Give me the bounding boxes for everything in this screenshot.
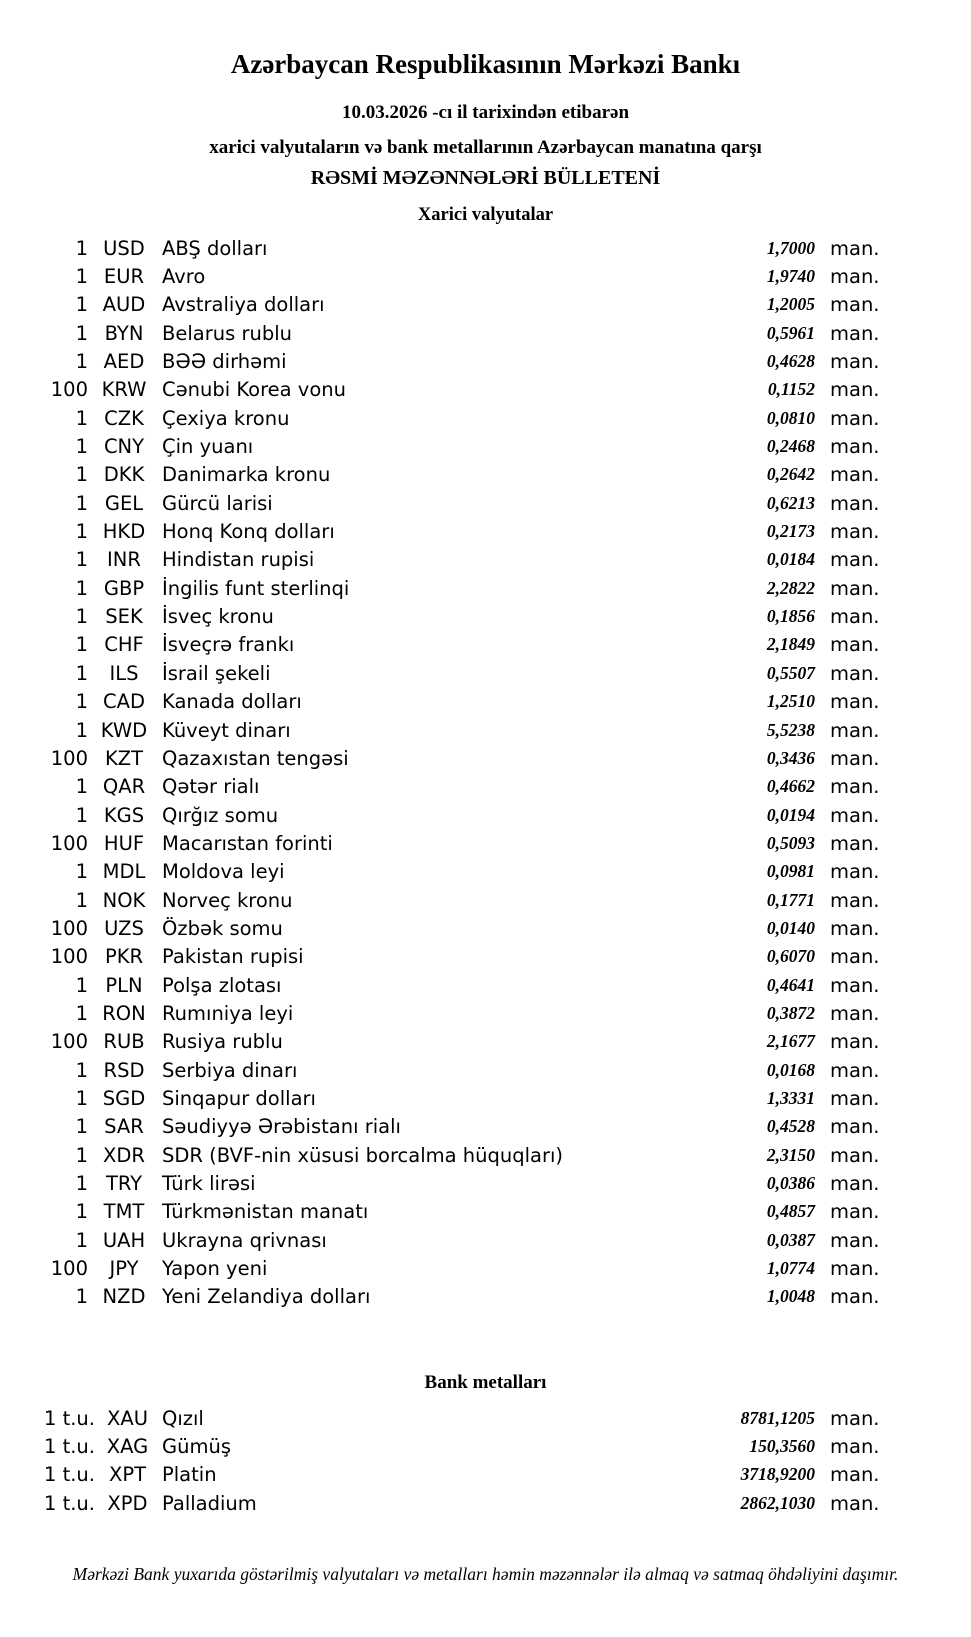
row-quantity: 1 t.u.: [43, 1491, 95, 1515]
table-row: [0, 489, 971, 517]
row-unit-label: man.: [830, 860, 880, 884]
row-currency-name: Avstraliya dolları: [162, 293, 325, 317]
row-currency-code: RUB: [103, 1030, 145, 1054]
row-unit-label: man.: [830, 661, 880, 685]
row-currency-name: Belarus rublu: [162, 321, 293, 345]
table-row: [0, 971, 971, 999]
row-currency-name: Macarıstan forinti: [162, 831, 333, 855]
row-currency-code: CZK: [104, 406, 144, 430]
row-currency-name: Yeni Zelandiya dolları: [162, 1285, 371, 1309]
row-quantity: 1: [75, 661, 88, 685]
table-row: [0, 1169, 971, 1197]
row-currency-name: Hindistan rupisi: [162, 548, 315, 572]
row-quantity: 1: [75, 803, 88, 827]
row-unit-label: man.: [830, 1030, 880, 1054]
row-currency-name: Qırğız somu: [162, 803, 279, 827]
row-rate-value: 0,1771: [766, 889, 815, 910]
row-rate-value: 0,0168: [766, 1059, 815, 1080]
row-unit-label: man.: [830, 1491, 880, 1515]
table-row: [0, 1226, 971, 1254]
row-currency-code: CNY: [103, 435, 145, 459]
table-row: [0, 744, 971, 772]
row-unit-label: man.: [830, 491, 880, 515]
row-quantity: 100: [50, 1257, 88, 1281]
table-row: [0, 801, 971, 829]
row-rate-value: 2,1677: [766, 1031, 815, 1052]
row-quantity: 1: [75, 1172, 88, 1196]
row-unit-label: man.: [830, 1115, 880, 1139]
table-row: [0, 404, 971, 432]
row-currency-name: Səudiyyə Ərəbistanı rialı: [162, 1115, 401, 1139]
row-unit-label: man.: [830, 605, 880, 629]
row-rate-value: 0,1152: [767, 379, 815, 400]
row-currency-code: XAU: [107, 1406, 148, 1430]
row-rate-value: 0,4857: [766, 1201, 815, 1222]
row-quantity: 1: [75, 236, 88, 260]
row-unit-label: man.: [830, 633, 880, 657]
row-quantity: 100: [50, 945, 88, 969]
row-currency-name: BƏƏ dirhəmi: [162, 350, 287, 374]
row-quantity: 1: [75, 1115, 88, 1139]
row-currency-code: NZD: [102, 1285, 146, 1309]
row-currency-code: SEK: [105, 605, 143, 629]
row-currency-name: Sinqapur dolları: [162, 1086, 316, 1110]
row-quantity: 100: [50, 1030, 88, 1054]
table-row: [0, 943, 971, 971]
row-quantity: 1: [75, 406, 88, 430]
row-rate-value: 0,1856: [766, 606, 815, 627]
row-quantity: 1: [75, 1058, 88, 1082]
row-rate-value: 1,2510: [766, 691, 815, 712]
document-subtitle: xarici valyutaların və bank metallarının Azərbaycan manatına qarşı: [209, 137, 762, 158]
row-rate-value: 0,3436: [766, 747, 815, 768]
row-currency-name: ABŞ dolları: [162, 236, 268, 260]
row-rate-value: 0,0194: [766, 804, 815, 825]
table-row: [0, 773, 971, 801]
row-currency-code: XAG: [106, 1435, 149, 1459]
row-currency-code: AED: [103, 350, 145, 374]
bulletin-title: RƏSMİ MƏZƏNNƏLƏRİ BÜLLETENİ: [310, 167, 661, 189]
row-quantity: 1: [75, 973, 88, 997]
row-currency-code: KRW: [101, 378, 147, 402]
footer-disclaimer: Mərkəzi Bank yuxarıda göstərilmiş valyutaları və metalları həmin məzənnələr ilə almaq və satmaq öhdəliyini daşımır.: [72, 1564, 899, 1585]
row-currency-code: MDL: [102, 860, 146, 884]
row-currency-code: INR: [107, 548, 141, 572]
row-quantity: 1: [75, 1228, 88, 1252]
row-unit-label: man.: [830, 350, 880, 374]
row-currency-code: SGD: [102, 1086, 146, 1110]
row-unit-label: man.: [830, 916, 880, 940]
table-row: [0, 1489, 971, 1517]
row-currency-code: HKD: [102, 520, 146, 544]
row-quantity: 1: [75, 1285, 88, 1309]
row-rate-value: 150,3560: [749, 1436, 815, 1457]
row-rate-value: 0,4528: [766, 1116, 815, 1137]
row-currency-code: QAR: [102, 775, 146, 799]
row-rate-value: 0,0184: [766, 549, 815, 570]
row-unit-label: man.: [830, 746, 880, 770]
row-currency-name: Ukrayna qrivnası: [162, 1228, 327, 1252]
row-quantity: 1: [75, 491, 88, 515]
row-rate-value: 0,0387: [766, 1229, 815, 1250]
row-rate-value: 0,4662: [766, 776, 815, 797]
row-rate-value: 0,5961: [766, 322, 815, 343]
row-currency-code: TRY: [105, 1172, 143, 1196]
row-currency-name: İsveç kronu: [162, 605, 274, 629]
row-currency-name: Çin yuanı: [162, 435, 254, 459]
row-currency-name: Pakistan rupisi: [162, 945, 304, 969]
table-row: [0, 461, 971, 489]
row-currency-name: Özbək somu: [162, 916, 283, 940]
row-quantity: 1: [75, 1086, 88, 1110]
row-currency-name: Honq Konq dolları: [162, 520, 335, 544]
row-rate-value: 3718,9200: [740, 1464, 815, 1485]
row-quantity: 1: [75, 548, 88, 572]
row-unit-label: man.: [830, 265, 880, 289]
table-row: [0, 432, 971, 460]
table-row: [0, 319, 971, 347]
row-currency-name: Kanada dolları: [162, 690, 302, 714]
row-rate-value: 1,7000: [766, 237, 815, 258]
row-unit-label: man.: [830, 1285, 880, 1309]
row-currency-name: Qətər rialı: [162, 775, 260, 799]
row-unit-label: man.: [830, 1228, 880, 1252]
row-rate-value: 0,0810: [766, 407, 815, 428]
row-rate-value: 0,3872: [766, 1002, 815, 1023]
row-currency-code: SAR: [104, 1115, 144, 1139]
table-row: [0, 546, 971, 574]
row-unit-label: man.: [830, 378, 880, 402]
row-rate-value: 5,5238: [766, 719, 815, 740]
row-currency-code: CAD: [103, 690, 145, 714]
table-row: [0, 262, 971, 290]
row-currency-name: SDR (BVF-nin xüsusi borcalma hüquqları): [162, 1143, 564, 1167]
row-unit-label: man.: [830, 718, 880, 742]
row-currency-name: İngilis funt sterlinqi: [162, 576, 350, 600]
row-rate-value: 0,4628: [766, 351, 815, 372]
row-quantity: 100: [50, 916, 88, 940]
table-row: [0, 1404, 971, 1432]
row-currency-code: UAH: [102, 1228, 146, 1252]
row-unit-label: man.: [830, 945, 880, 969]
table-row: [0, 1461, 971, 1489]
row-currency-code: RSD: [103, 1058, 145, 1082]
row-unit-label: man.: [830, 831, 880, 855]
row-currency-name: Gürcü larisi: [162, 491, 273, 515]
row-quantity: 100: [50, 831, 88, 855]
row-rate-value: 1,2005: [766, 294, 815, 315]
row-currency-name: Çexiya kronu: [162, 406, 290, 430]
table-row: [0, 1432, 971, 1460]
document-header: [0, 0, 971, 190]
row-currency-name: İsrail şekeli: [162, 661, 271, 685]
row-currency-code: USD: [103, 236, 145, 260]
row-unit-label: man.: [830, 803, 880, 827]
row-rate-value: 0,0140: [766, 917, 815, 938]
row-currency-code: HUF: [103, 831, 145, 855]
row-rate-value: 0,5507: [766, 662, 815, 683]
row-currency-name: Rumıniya leyi: [162, 1001, 294, 1025]
row-currency-code: AUD: [102, 293, 146, 317]
row-quantity: 100: [50, 378, 88, 402]
row-currency-name: Qızıl: [162, 1406, 204, 1430]
row-quantity: 1: [75, 350, 88, 374]
row-unit-label: man.: [830, 1001, 880, 1025]
row-unit-label: man.: [830, 1058, 880, 1082]
table-row: [0, 574, 971, 602]
row-currency-code: PLN: [105, 973, 143, 997]
table-row: [0, 659, 971, 687]
row-rate-value: 1,3331: [766, 1087, 815, 1108]
row-quantity: 1: [75, 321, 88, 345]
metals-section-title: Bank metalları: [424, 1372, 547, 1394]
row-unit-label: man.: [830, 973, 880, 997]
row-unit-label: man.: [830, 548, 880, 572]
row-unit-label: man.: [830, 775, 880, 799]
table-row: [0, 234, 971, 262]
row-currency-name: Qazaxıstan tengəsi: [162, 746, 349, 770]
row-rate-value: 0,0386: [766, 1173, 815, 1194]
row-rate-value: 0,2173: [766, 521, 815, 542]
row-currency-code: GEL: [104, 491, 144, 515]
row-currency-code: XDR: [103, 1143, 145, 1167]
row-currency-code: BYN: [104, 321, 144, 345]
row-quantity: 1: [75, 1001, 88, 1025]
row-currency-name: Küveyt dinarı: [162, 718, 291, 742]
row-currency-name: Danimarka kronu: [162, 463, 331, 487]
row-unit-label: man.: [830, 1463, 880, 1487]
row-unit-label: man.: [830, 1200, 880, 1224]
currencies-section-title: Xarici valyutalar: [417, 205, 554, 225]
table-row: [0, 688, 971, 716]
row-rate-value: 0,4641: [766, 974, 815, 995]
row-quantity: 1 t.u.: [43, 1463, 95, 1487]
bank-title: Azərbaycan Respublikasının Mərkəzi Bankı: [230, 49, 741, 79]
row-quantity: 1: [75, 520, 88, 544]
row-unit-label: man.: [830, 1172, 880, 1196]
row-quantity: 1: [75, 718, 88, 742]
table-row: [0, 858, 971, 886]
row-currency-code: KZT: [104, 746, 144, 770]
row-rate-value: 0,6070: [766, 946, 815, 967]
table-row: [0, 517, 971, 545]
row-quantity: 1 t.u.: [43, 1435, 95, 1459]
row-rate-value: 2,1849: [766, 634, 815, 655]
table-row: [0, 631, 971, 659]
table-row: [0, 1141, 971, 1169]
row-currency-name: Platin: [162, 1463, 217, 1487]
effective-date-line: 10.03.2026 -cı il tarixindən etibarən: [341, 102, 630, 123]
row-rate-value: 1,0774: [766, 1258, 815, 1279]
row-unit-label: man.: [830, 1086, 880, 1110]
row-currency-name: Moldova leyi: [162, 860, 285, 884]
row-quantity: 1: [75, 775, 88, 799]
table-row: [0, 1254, 971, 1282]
row-unit-label: man.: [830, 888, 880, 912]
row-currency-code: XPD: [107, 1491, 148, 1515]
row-currency-code: GBP: [103, 576, 145, 600]
row-quantity: 1: [75, 463, 88, 487]
table-row: [0, 1283, 971, 1311]
row-currency-code: CHF: [104, 633, 144, 657]
row-quantity: 1: [75, 690, 88, 714]
table-row: [0, 1028, 971, 1056]
row-unit-label: man.: [830, 1435, 880, 1459]
metals-table: [0, 1404, 971, 1517]
table-row: [0, 347, 971, 375]
row-rate-value: 0,2468: [766, 436, 815, 457]
row-currency-name: Serbiya dinarı: [162, 1058, 298, 1082]
row-quantity: 1: [75, 1143, 88, 1167]
row-unit-label: man.: [830, 1406, 880, 1430]
row-unit-label: man.: [830, 406, 880, 430]
table-row: [0, 602, 971, 630]
row-quantity: 1: [75, 265, 88, 289]
table-row: [0, 1084, 971, 1112]
row-rate-value: 1,9740: [766, 266, 815, 287]
table-row: [0, 999, 971, 1027]
row-quantity: 1: [75, 633, 88, 657]
row-currency-code: ILS: [109, 661, 139, 685]
row-unit-label: man.: [830, 690, 880, 714]
row-currency-name: Polşa zlotası: [162, 973, 282, 997]
table-row: [0, 376, 971, 404]
table-row: [0, 291, 971, 319]
row-rate-value: 0,5093: [766, 832, 815, 853]
row-currency-code: JPY: [109, 1257, 139, 1281]
row-rate-value: 1,0048: [766, 1286, 815, 1307]
row-quantity: 100: [50, 746, 88, 770]
row-currency-name: Rusiya rublu: [162, 1030, 283, 1054]
row-currency-code: UZS: [104, 916, 144, 940]
table-row: [0, 1198, 971, 1226]
table-row: [0, 1113, 971, 1141]
row-currency-code: PKR: [104, 945, 144, 969]
row-unit-label: man.: [830, 1257, 880, 1281]
row-currency-code: DKK: [103, 463, 145, 487]
table-row: [0, 914, 971, 942]
row-unit-label: man.: [830, 576, 880, 600]
row-currency-name: Palladium: [162, 1491, 257, 1515]
row-rate-value: 0,0981: [766, 861, 815, 882]
currencies-table: [0, 234, 971, 1311]
row-currency-code: EUR: [103, 265, 145, 289]
row-currency-name: Türk lirəsi: [162, 1172, 256, 1196]
row-unit-label: man.: [830, 520, 880, 544]
row-rate-value: 2862,1030: [740, 1492, 815, 1513]
row-currency-code: TMT: [103, 1200, 145, 1224]
row-currency-name: İsveçrə frankı: [162, 633, 295, 657]
row-currency-name: Gümüş: [162, 1435, 231, 1459]
row-currency-code: XPT: [108, 1463, 147, 1487]
row-currency-name: Cənubi Korea vonu: [162, 378, 346, 402]
row-unit-label: man.: [830, 435, 880, 459]
row-quantity: 1 t.u.: [43, 1406, 95, 1430]
row-rate-value: 0,6213: [766, 492, 815, 513]
table-row: [0, 1056, 971, 1084]
row-currency-code: NOK: [102, 888, 146, 912]
row-quantity: 1: [75, 888, 88, 912]
row-rate-value: 2,3150: [766, 1144, 815, 1165]
row-quantity: 1: [75, 605, 88, 629]
row-rate-value: 8781,1205: [740, 1407, 815, 1428]
row-quantity: 1: [75, 1200, 88, 1224]
row-currency-name: Yapon yeni: [162, 1257, 268, 1281]
row-quantity: 1: [75, 860, 88, 884]
row-currency-name: Türkmənistan manatı: [162, 1200, 369, 1224]
table-row: [0, 886, 971, 914]
row-currency-name: Norveç kronu: [162, 888, 293, 912]
row-unit-label: man.: [830, 293, 880, 317]
row-unit-label: man.: [830, 1143, 880, 1167]
row-quantity: 1: [75, 435, 88, 459]
row-currency-code: KGS: [103, 803, 145, 827]
row-unit-label: man.: [830, 463, 880, 487]
row-currency-code: KWD: [100, 718, 148, 742]
row-rate-value: 0,2642: [766, 464, 815, 485]
row-unit-label: man.: [830, 236, 880, 260]
table-row: [0, 829, 971, 857]
table-row: [0, 716, 971, 744]
row-quantity: 1: [75, 293, 88, 317]
row-unit-label: man.: [830, 321, 880, 345]
row-rate-value: 2,2822: [766, 577, 815, 598]
row-currency-code: RON: [102, 1001, 146, 1025]
row-currency-name: Avro: [162, 265, 206, 289]
row-quantity: 1: [75, 576, 88, 600]
